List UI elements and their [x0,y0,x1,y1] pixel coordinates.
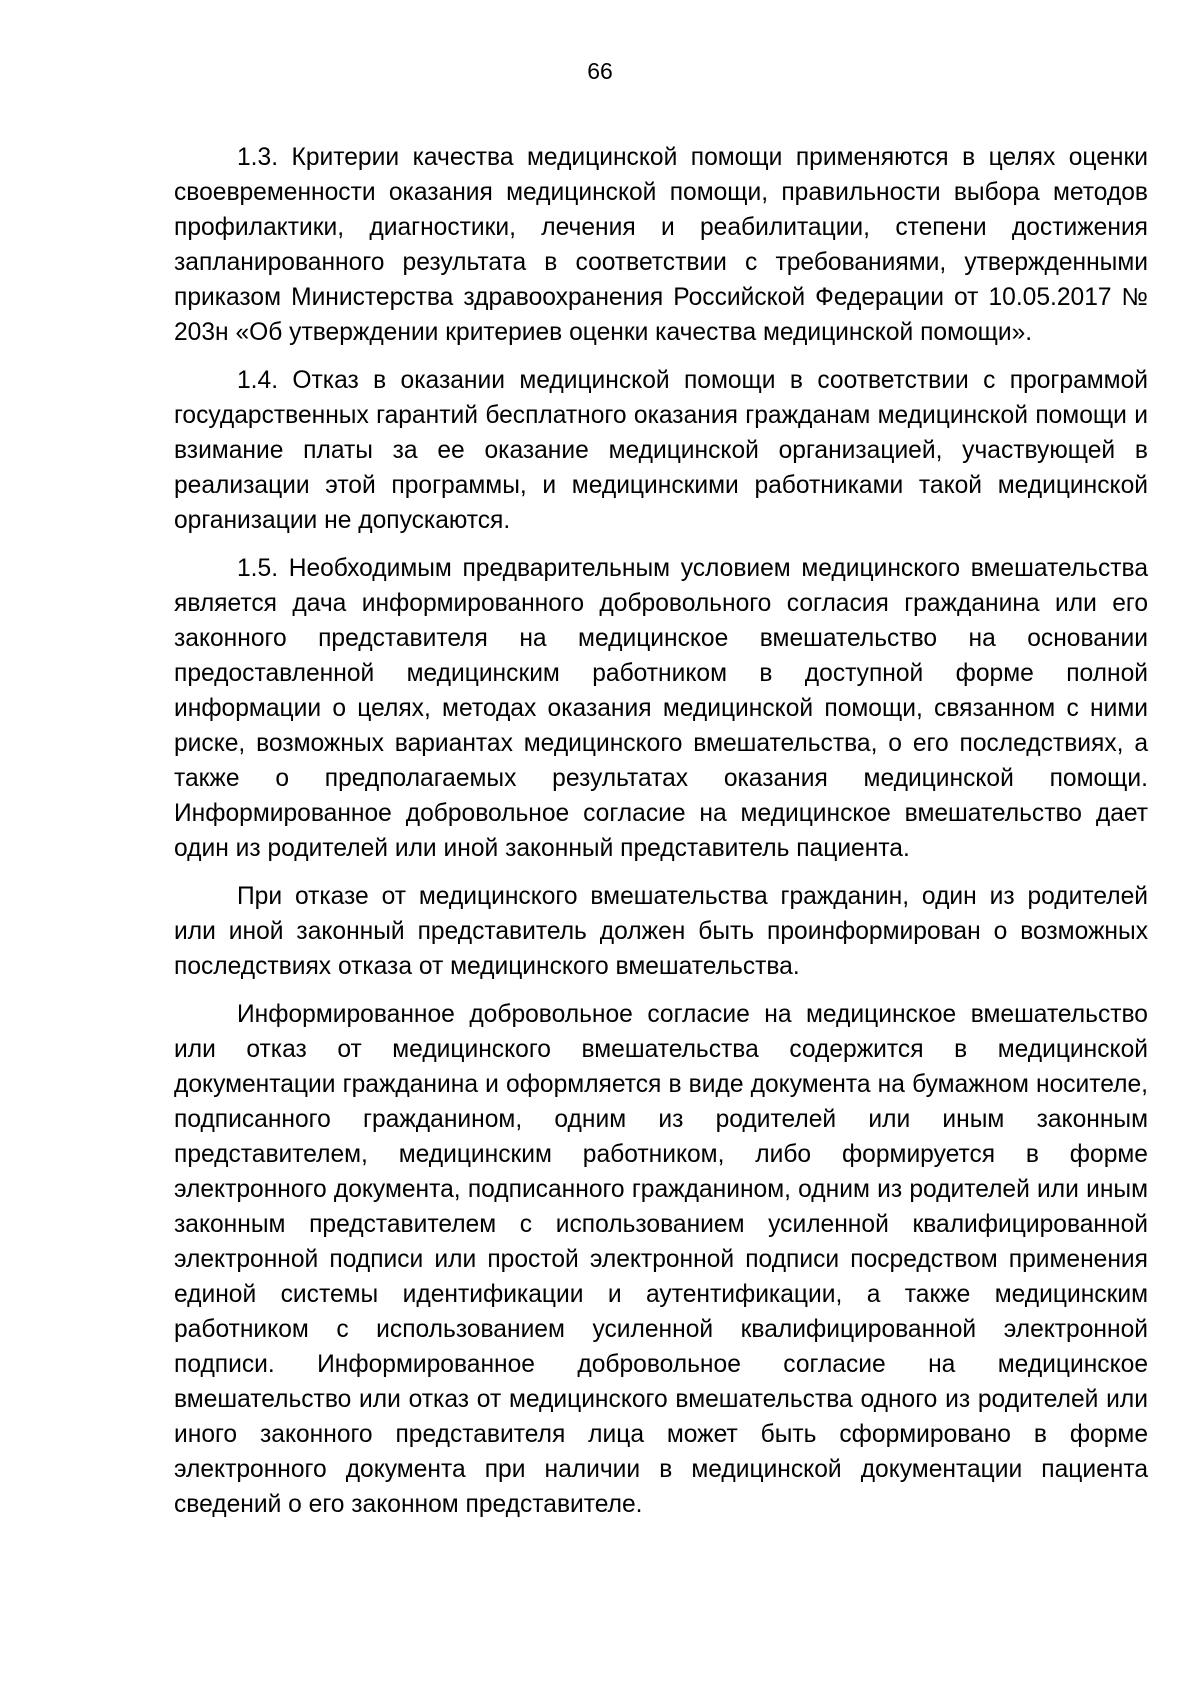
document-body [174,140,1148,1535]
paragraph-1-3: 1.3. Критерии качества медицинской помощи применяются в целях оценки своевременности оказания медицинской помощи, правильности выбора методов профилактики, диагностики, лечения и реабилитации, степени достижения запланированного результата в соответствии с требованиями, утвержденными приказом Министерства здравоохранения Российской Федерации от 10.05.2017 № 203н «Об утверждении критериев оценки качества медицинской помощи». [174,144,1148,346]
page-number: 66 [587,58,613,84]
paragraph-1-4: 1.4. Отказ в оказании медицинской помощи в соответствии с программой государственных гарантий бесплатного оказания гражданам медицинской помощи и взимание платы за ее оказание медицинской организацией, участвующей в реализации этой программы, и медицинскими работниками такой медицинской организации не допускаются. [174,367,1148,534]
paragraph-1-5: 1.5. Необходимым предварительным условием медицинского вмешательства является дача информированного добровольного согласия гражданина или его законного представителя на медицинское вмешательство на основании предоставленной медицинским работником в доступной форме полной информации о целях, методах оказания медицинской помощи, связанном с ними риске, возможных вариантах медицинского вмешательства, о его последствиях, а также о предполагаемых результатах оказания медицинской помощи. Информированное добровольное согласие на медицинское вмешательство дает один из родителей или иной законный представитель пациента. [174,555,1148,862]
paragraph-refusal: При отказе от медицинского вмешательства гражданин, один из родителей или иной законный представитель должен быть проинформирован о возможных последствиях отказа от медицинского вмешательства. [174,883,1148,980]
paragraph-consent-documentation: Информированное добровольное согласие на медицинское вмешательство или отказ от медицинского вмешательства содержится в медицинской документации гражданина и оформляется в виде документа на бумажном носителе, подписанного гражданином, одним из родителей или иным законным представителем, медицинским работником, либо формируется в форме электронного документа, подписанного гражданином, одним из родителей или иным законным представителем с использованием усиленной квалифицированной электронной подписи или простой электронной подписи посредством применения единой системы идентификации и аутентификации, а также медицинским работником с использованием усиленной квалифицированной электронной подписи. Информированное добровольное согласие на медицинское вмешательство или отказ от медицинского вмешательства одного из родителей или иного законного представителя лица может быть сформировано в форме электронного документа при наличии в медицинской документации пациента сведений о его законном представителе. [174,1001,1148,1518]
